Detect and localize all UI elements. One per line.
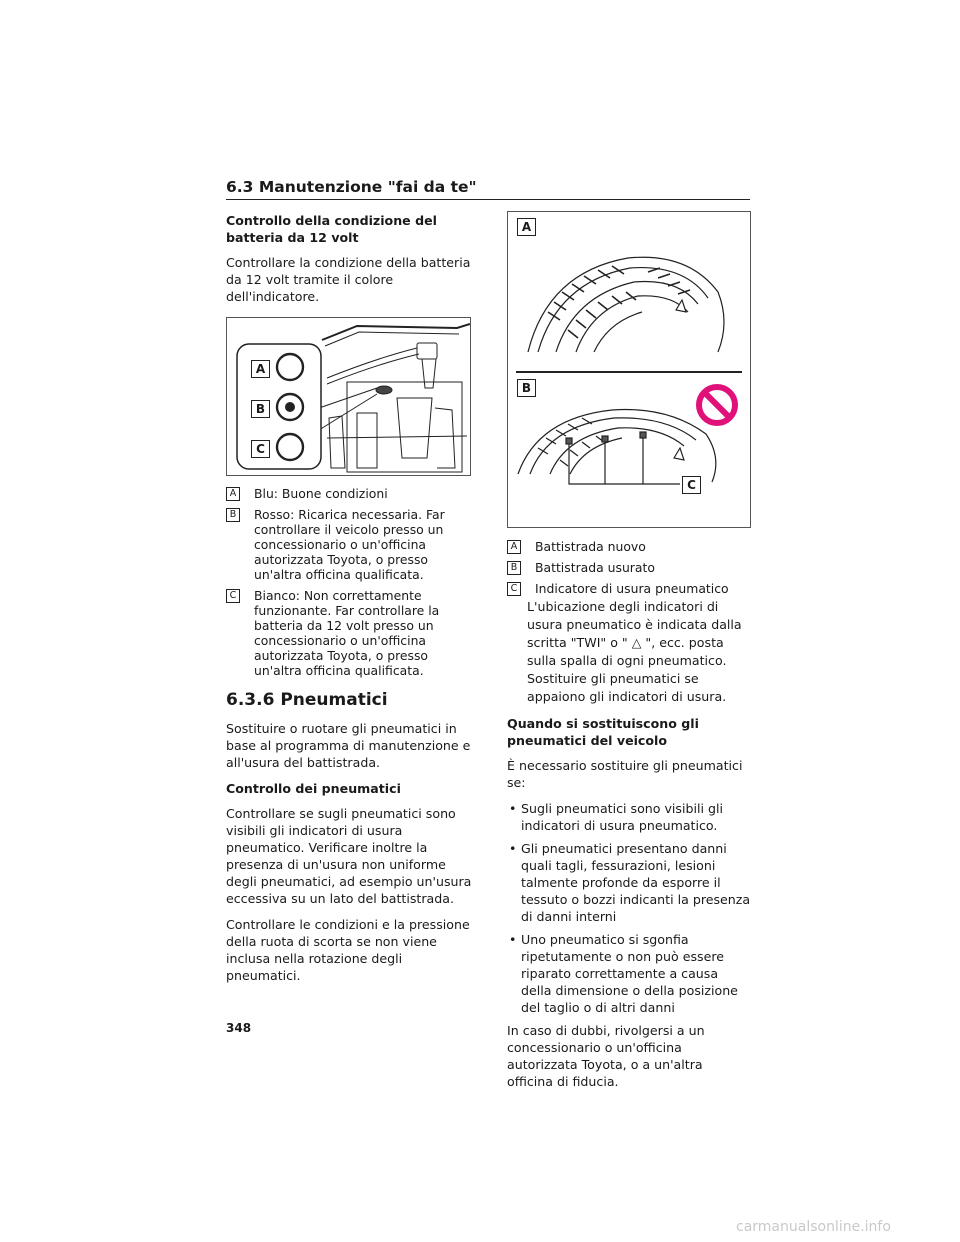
right-column xyxy=(507,211,751,1099)
c-desc-before: L'ubicazione degli indicatori di usura pneumatico è indicata dalla scritta "TWI" o " xyxy=(527,599,742,650)
replace-intro: È necessario sostituire gli pneumatici se: xyxy=(507,758,743,790)
tire-label-b: B xyxy=(517,379,536,397)
page-number: 348 xyxy=(226,1021,252,1035)
legend-text: Rosso: Ricarica necessaria. Far controllare il veicolo presso un concessionario o un'officina autorizzata Toyota, o presso un'altra officina qualificata. xyxy=(254,507,445,582)
battery-intro: Controllare la condizione della batteria da 12 volt tramite il colore dell'indicatore. xyxy=(226,255,471,304)
legend-text: Indicatore di usura pneumatico xyxy=(535,581,729,596)
legend-badge: C xyxy=(507,582,521,596)
battery-figure xyxy=(226,317,471,476)
tire-label-a: A xyxy=(517,218,536,236)
left-column xyxy=(226,212,472,993)
legend-text: Battistrada nuovo xyxy=(535,539,646,554)
bullet-dot: • xyxy=(509,841,517,856)
tires-intro: Sostituire o ruotare gli pneumatici in base al programma di manutenzione e all'usura del battistrada. xyxy=(226,721,471,770)
legend-badge: A xyxy=(507,540,521,554)
tire-legend-a xyxy=(507,539,751,554)
c-desc-after: ", ecc. posta sulla spalla di ogni pneumatico. Sostituire gli pneumatici se appaiono gli indicatori di usura. xyxy=(527,635,727,704)
battery-label-c: C xyxy=(251,440,270,458)
legend-text: Blu: Buone condizioni xyxy=(254,486,388,501)
bullet-text: Uno pneumatico si sgonfia ripetutamente o non può essere riparato correttamente a causa della dimensione o della posizione del taglio o di altri danni xyxy=(521,932,738,1015)
tire-c-description xyxy=(507,598,751,706)
bullet-text: Sugli pneumatici sono visibili gli indicatori di usura pneumatico. xyxy=(521,801,723,833)
tires-check-heading: Controllo dei pneumatici xyxy=(226,781,401,796)
battery-legend-b xyxy=(226,507,472,582)
header-rule xyxy=(226,199,750,200)
battery-label-b: B xyxy=(251,400,270,418)
tires-check-p1: Controllare se sugli pneumatici sono visibili gli indicatori di usura pneumatico. Verificare inoltre la presenza di un'usura non uniforme degli pneumatici, ad esempio un'usura eccessiva su un lato del battistrada. xyxy=(226,806,472,906)
watermark: carmanualsonline.info xyxy=(736,1219,891,1235)
battery-legend-a xyxy=(226,486,472,501)
replace-heading: Quando si sostituiscono gli pneumatici del veicolo xyxy=(507,716,699,748)
replace-bullet-3 xyxy=(507,931,751,1016)
replace-closing: In caso di dubbi, rivolgersi a un concessionario o un'officina autorizzata Toyota, o a un'altra officina di fiducia. xyxy=(507,1023,705,1089)
tires-check-p2: Controllare le condizioni e la pressione della ruota di scorta se non viene inclusa nella rotazione degli pneumatici. xyxy=(226,917,470,983)
triangle-icon: △ xyxy=(631,635,642,650)
legend-badge: A xyxy=(226,487,240,501)
battery-label-a: A xyxy=(251,360,270,378)
battery-heading: Controllo della condizione del batteria da 12 volt xyxy=(226,213,437,245)
tires-heading: 6.3.6 Pneumatici xyxy=(226,690,388,710)
tire-legend-c xyxy=(507,581,751,596)
replace-bullet-2 xyxy=(507,840,751,925)
bullet-dot: • xyxy=(509,932,517,947)
legend-badge: B xyxy=(226,508,240,522)
replace-bullet-1 xyxy=(507,800,751,834)
tire-label-c: C xyxy=(682,476,701,494)
battery-legend-c xyxy=(226,588,472,678)
tire-legend-b xyxy=(507,560,751,575)
legend-text: Battistrada usurato xyxy=(535,560,655,575)
tire-illustration xyxy=(508,212,750,527)
bullet-text: Gli pneumatici presentano danni quali tagli, fessurazioni, lesioni talmente profonde da esporre il tessuto o bozzi indicanti la presenza di danni interni xyxy=(521,841,751,924)
bullet-dot: • xyxy=(509,801,517,816)
tire-figure xyxy=(507,211,751,528)
legend-badge: C xyxy=(226,589,240,603)
legend-text: Bianco: Non correttamente funzionante. Far controllare la batteria da 12 volt presso un concessionario o un'officina autorizzata Toyota, o presso un'altra officina qualificata. xyxy=(254,588,440,678)
section-header: 6.3 Manutenzione "fai da te" xyxy=(226,178,477,196)
legend-badge: B xyxy=(507,561,521,575)
